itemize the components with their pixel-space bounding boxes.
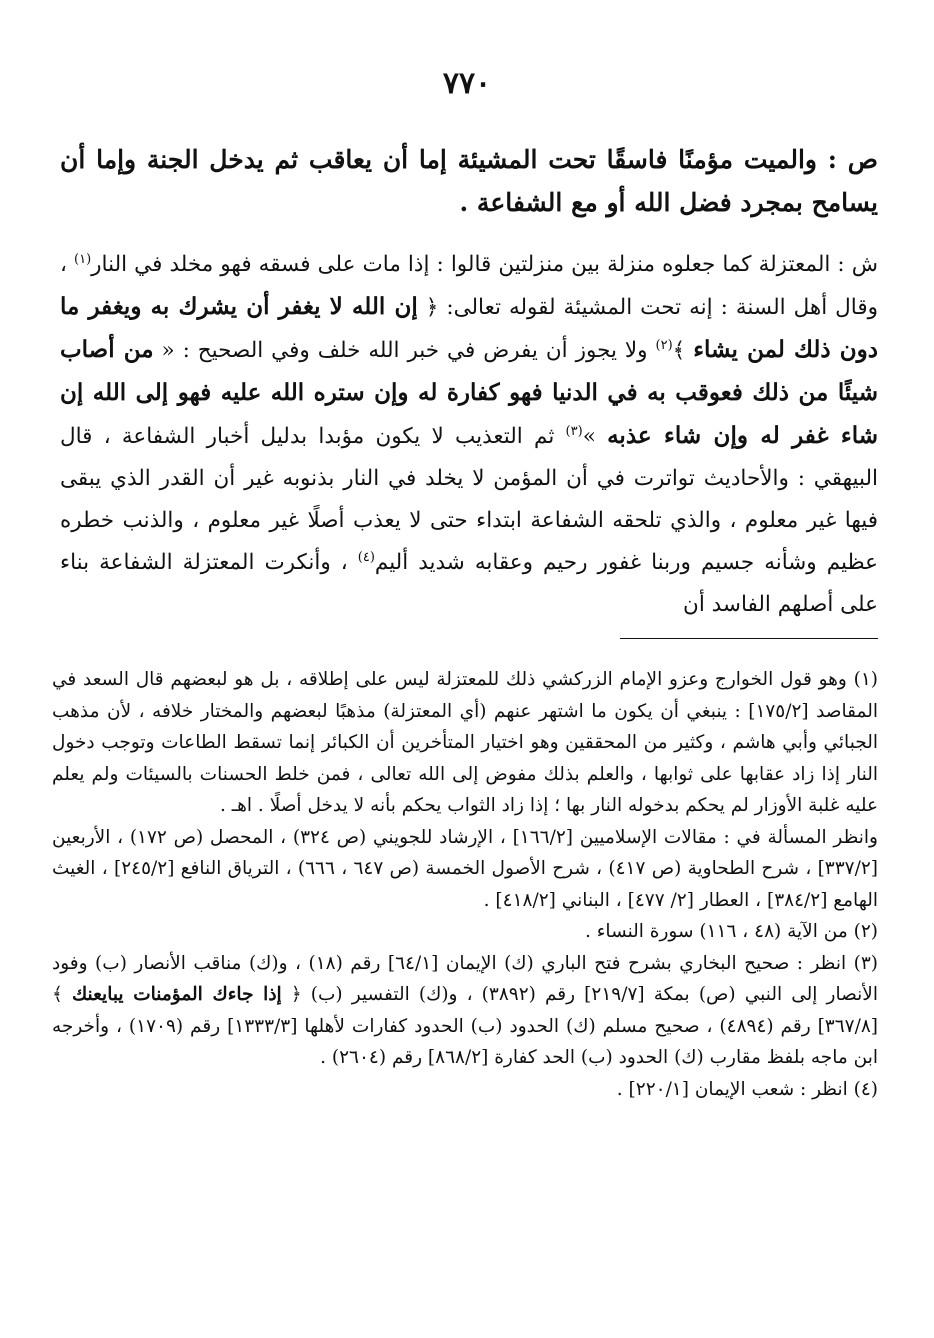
footnote-ref-2: (٢): [655, 337, 673, 353]
footnote-3-part-b: ﴾ [٣٦٧/٨] رقم (٤٨٩٤) ، صحيح مسلم (ك) الحدود (ب) الحدود كفارات لأهلها [١٣٣٣/٣] رقم (١٧٠٩) ، وأخرجه ابن ماجه بلفظ مقارب (ك) الحدود (ب) الحد كفارة [٨٦٨/٢] رقم (٢٦٠٤) .: [52, 984, 878, 1068]
footnote-3-verse: إذا جاءك المؤمنات يبايعنك: [71, 984, 282, 1005]
sharh-text: [60, 244, 878, 626]
footnotes: [52, 664, 878, 1105]
footnote-ref-3: (٣): [565, 423, 583, 439]
footnote-3: [52, 948, 878, 1074]
footnote-1-references: وانظر المسألة في : مقالات الإسلاميين [١٦٦/٢] ، الإرشاد للجويني (ص ٣٢٤) ، المحصل (ص ١٧٢) ، الأربعين [٣٣٧/٢] ، شرح الطحاوية (ص ٤١٧) ، شرح الأصول الخمسة (ص ٦٤٧ ، ٦٦٦) ، الترياق النافع [٢٤٥/٢] ، الغيث الهامع [٣٨٤/٢] ، العطار [٢/ ٤٧٧] ، البناني [٤١٨/٢] .: [52, 826, 878, 911]
footnote-3-part-a: (٣) انظر : صحيح البخاري بشرح فتح الباري (ك) الإيمان [٦٤/١] رقم (١٨) ، و(ك) مناقب الأنصار (ب) وفود الأنصار إلى النبي (ص) بمكة [٢١٩/٧] رقم (٣٨٩٢) ، و(ك) التفسير (ب) ﴿: [52, 952, 878, 1005]
sharh-intro: ش : المعتزلة كما جعلوه منزلة بين منزلتين قالوا : إذا مات على فسقه فهو مخلد في النار: [91, 252, 878, 277]
footnote-2: (٢) من الآية (٤٨ ، ١١٦) سورة النساء .: [584, 921, 878, 942]
sharh-bayhaqi: ثم التعذيب لا يكون مؤبدا بدليل أخبار الشفاعة ، قال البيهقي : والأحاديث تواترت في أن المؤمن لا يخلد في النار بذنوبه غير أن القدر الذي يبقى فيها غير معلوم ، والذي تلحقه الشفاعة ابتداء حتى لا يعذب أصلًا غير معلوم ، والذنب خطره عظيم وشأنه جسيم وربنا غفور رحيم وعقابه شديد أليم: [60, 424, 878, 575]
sharh-ahl-sunnah: ، وقال أهل السنة : إنه تحت المشيئة لقوله تعالى: ﴿: [60, 252, 879, 320]
sharh-sahih-intro: ولا يجوز أن يفرض في خبر الله خلف وفي الصحيح : «: [153, 338, 656, 363]
hadith-text: من أصاب شيئًا من ذلك فعوقب به في الدنيا فهو كفارة له وإن ستره الله عليه فهو إلى الله إن شاء غفر له وإن شاء عذبه: [60, 336, 878, 449]
matn-text: ص : والميت مؤمنًا فاسقًا تحت المشيئة إما أن يعاقب ثم يدخل الجنة وإما أن يسامح بمجرد فضل الله أو مع الشفاعة .: [60, 145, 878, 217]
hadith-close: »: [582, 424, 608, 449]
footnote-separator: [620, 638, 878, 639]
sharh-mutazila: ، وأنكرت المعتزلة الشفاعة بناء على أصلهم الفاسد أن: [60, 550, 878, 617]
footnote-ref-4: (٤): [357, 549, 375, 565]
footnote-ref-1: (١): [74, 251, 92, 267]
verse-close: ﴾: [672, 338, 694, 363]
footnote-4: (٤) انظر : شعب الإيمان [٢٢٠/١] .: [616, 1078, 878, 1100]
page-number: ٧٧٠: [442, 66, 492, 101]
quran-verse: إن الله لا يغفر أن يشرك به ويغفر ما دون ذلك لمن يشاء: [60, 293, 879, 363]
footnote-1: (١) وهو قول الخوارج وعزو الإمام الزركشي ذلك للمعتزلة ليس على إطلاقه ، بل هو لبعضهم قال السعد في المقاصد [١٧٥/٢] : ينبغي أن يكون ما اشتهر عنهم (أي المعتزلة) مذهبًا لبعضهم والمختار خلافه ، لأن مذهب الجبائي وأبي هاشم ، وكثير من المحققين وهو اختيار المتأخرين أن الكبائر إنما تسقط الطاعات وتوجب دخول النار إذا زاد عقابها على ثوابها ، والعلم بذلك مفوض إلى الله تعالى ، فمن خلط الحسنات بالسيئات ولم يعلم عليه غلبة الأوزار لم يحكم بدخوله النار بها ؛ إذا زاد الثواب يحكم بأنه لا يدخل أصلًا . اهـ .: [52, 669, 878, 816]
